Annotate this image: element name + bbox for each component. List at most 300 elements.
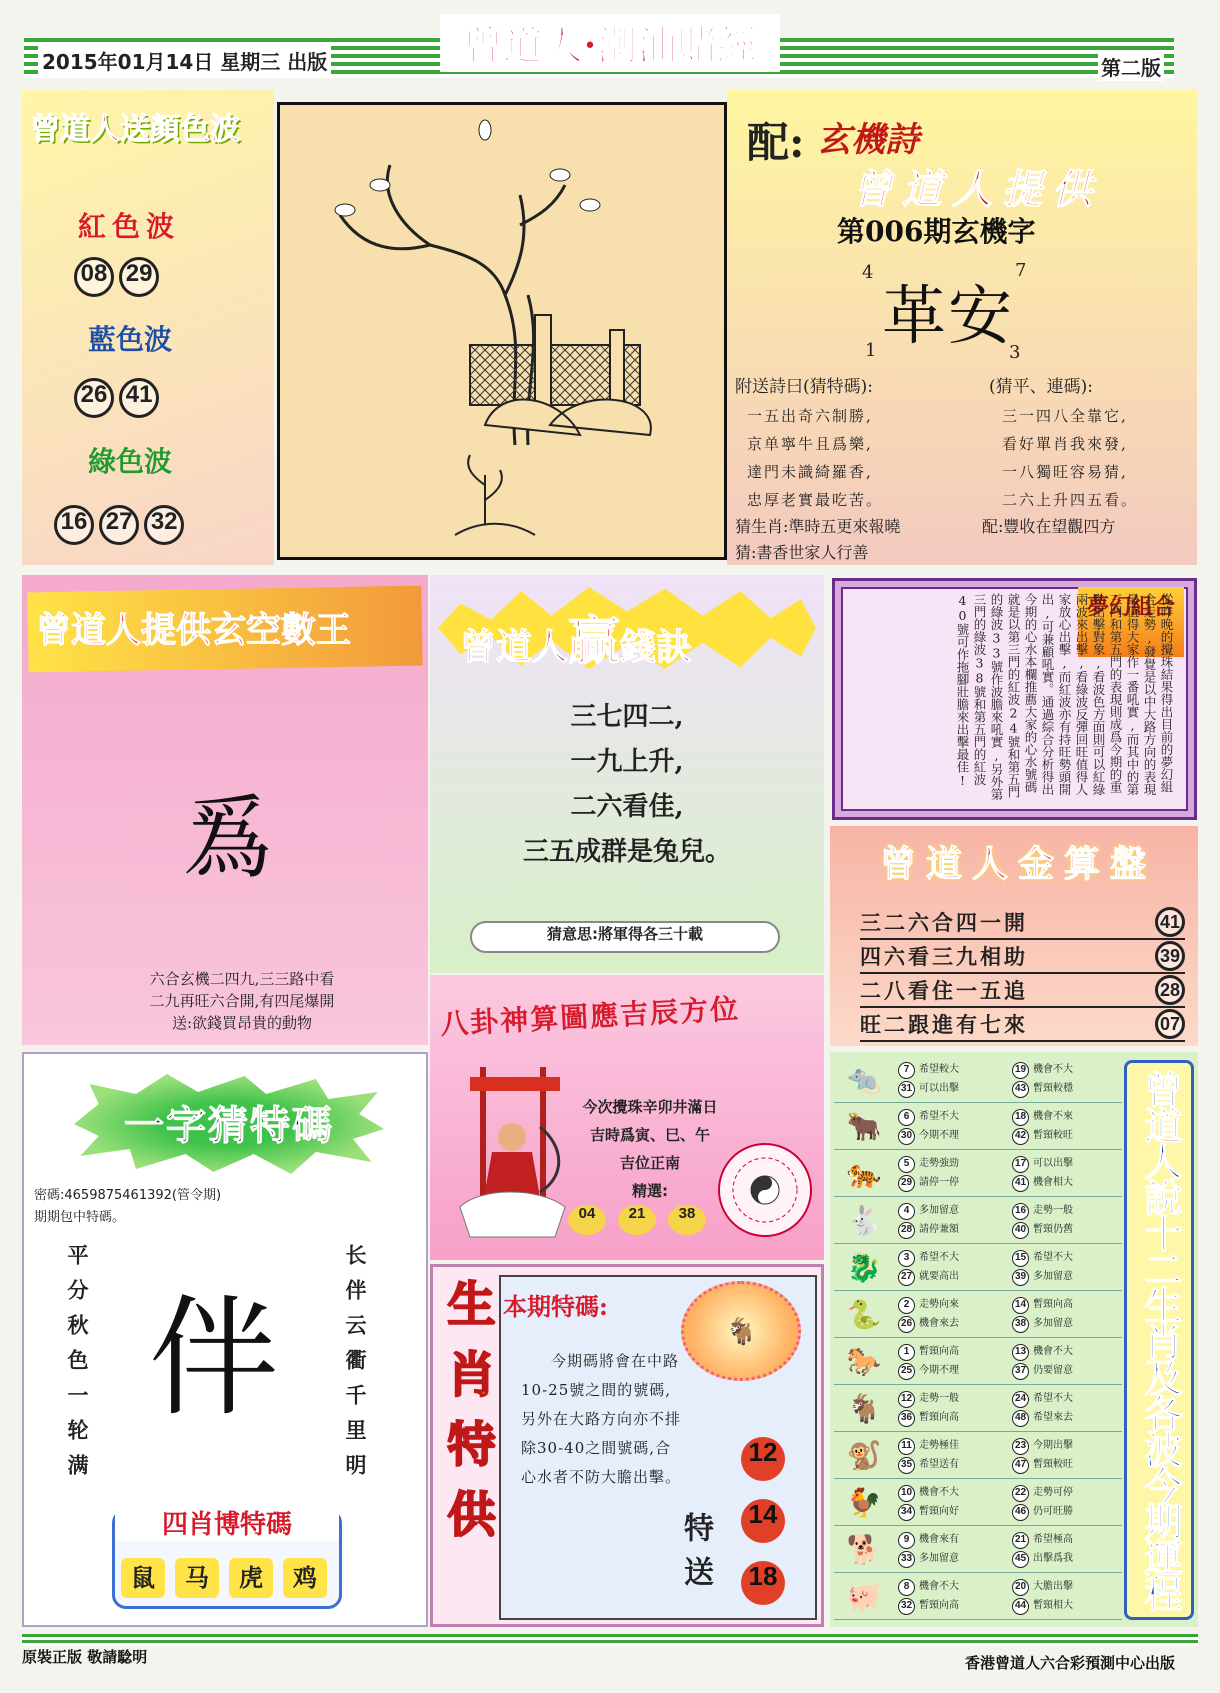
bagua-panel	[430, 975, 824, 1260]
zodiac-fortune: 走勢一般	[919, 1393, 959, 1404]
zodiac-row	[834, 1291, 1122, 1338]
zodiac-chip: 马	[175, 1558, 219, 1598]
poem-right-head: (猜平、連碼):	[989, 377, 1093, 397]
zodiac-number: 18	[1012, 1109, 1029, 1126]
abacus-row	[860, 1008, 1185, 1042]
zodiac-row	[834, 1338, 1122, 1385]
abacus-text: 二八看住一五追	[860, 978, 1028, 1003]
zodiac-line	[1012, 1436, 1122, 1455]
zodiac-col	[1012, 1295, 1122, 1333]
zodiac-fortune: 多加留意	[1033, 1271, 1073, 1282]
zodiac-line	[898, 1389, 1008, 1408]
zodiac-number: 45	[1012, 1551, 1029, 1568]
poem-line: 一八獨旺容易猜,	[1002, 463, 1128, 481]
zodiac-fortune: 機會來去	[919, 1318, 959, 1329]
zodiac-line	[898, 1060, 1008, 1079]
blue-wave-label: 藍色波	[88, 323, 173, 356]
zodiac-fortune: 多加留意	[919, 1205, 959, 1216]
zodiac-chip: 虎	[229, 1558, 273, 1598]
zodiac-row	[834, 1056, 1122, 1103]
zodiac-number: 31	[898, 1081, 915, 1098]
zodiac-fortune: 希望極高	[1033, 1534, 1073, 1545]
zodiac-row	[834, 1244, 1122, 1291]
zodiac-row	[834, 1432, 1122, 1479]
one-char-right-verse: 长伴云衢千里明	[343, 1244, 368, 1489]
dragon-icon: 🐉	[846, 1250, 882, 1284]
xuankong-char: 𤔡	[182, 786, 272, 891]
one-char-main: 伴	[148, 1282, 279, 1434]
footer-stripes	[22, 1634, 1198, 1646]
zodiac-col	[1012, 1201, 1122, 1239]
rabbit-icon: 🐇	[846, 1203, 882, 1237]
zodiac-line	[1012, 1549, 1122, 1568]
zodiac-line	[1012, 1314, 1122, 1333]
zodiac-col	[1012, 1248, 1122, 1286]
special-send-numbers	[741, 1437, 785, 1605]
horse-icon: 🐎	[846, 1344, 882, 1378]
zodiac-row	[834, 1526, 1122, 1573]
bagua-num: 21	[618, 1205, 656, 1235]
zodiac-fortune: 走勢極佳	[919, 1440, 959, 1451]
zodiac-col	[898, 1154, 1008, 1192]
zodiac-fortune: 希望不大	[1033, 1393, 1073, 1404]
poem-line: 忠厚老實最吃苦。	[747, 491, 884, 509]
zodiac-line	[898, 1079, 1008, 1098]
zodiac-number: 9	[898, 1532, 915, 1549]
zodiac-fortune: 暫頸仍舊	[1033, 1224, 1073, 1235]
zodiac-number: 11	[898, 1438, 915, 1455]
zodiac-line	[1012, 1596, 1122, 1615]
poem-right-lines	[1002, 402, 1138, 514]
zodiac-number: 20	[1012, 1579, 1029, 1596]
zodiac-line	[898, 1267, 1008, 1286]
zodiac-col	[898, 1295, 1008, 1333]
zodiac-fortune: 暫頸較穩	[1033, 1083, 1073, 1094]
zodiac-number: 44	[1012, 1598, 1029, 1615]
zodiac-number: 14	[1012, 1297, 1029, 1314]
win-panel	[430, 575, 824, 973]
zodiac-fortune: 走勢向來	[919, 1299, 959, 1310]
goat-icon: 🐐	[846, 1391, 882, 1425]
xuankong-line: 二九再旺六合開,有四尾爆開	[149, 992, 335, 1010]
win-line: 二六看佳,	[570, 792, 684, 822]
zodiac-fortune: 暫頸向好	[919, 1506, 959, 1517]
zodiac-special-text: 今期碼將會在中路10-25號之間的號碼,另外在大路方向亦不排除30-40之間號碼,合心水者不防大膽出擊。	[521, 1352, 682, 1486]
abacus-num: 39	[1155, 941, 1185, 971]
tiger-icon: 🐅	[846, 1156, 882, 1190]
bagua-title: 八卦神算圖應吉辰方位	[439, 992, 741, 1041]
abacus-num: 28	[1155, 975, 1185, 1005]
red-wave-numbers	[74, 257, 159, 297]
zodiac-number: 1	[898, 1344, 915, 1361]
xuankong-panel	[22, 575, 428, 1045]
zodiac-fortune: 出擊爲我	[1033, 1553, 1073, 1564]
zodiac-fortune: 機會相大	[1033, 1177, 1073, 1188]
archer-icon	[440, 1067, 580, 1247]
zodiac-number: 21	[1012, 1532, 1029, 1549]
num-top-left: 4	[862, 262, 874, 283]
abacus-rows	[860, 906, 1185, 1042]
zodiac-line	[1012, 1107, 1122, 1126]
zodiac-col	[898, 1201, 1008, 1239]
four-zodiac-list	[121, 1558, 327, 1598]
zodiac-line	[898, 1248, 1008, 1267]
zodiac-row	[834, 1479, 1122, 1526]
zodiac-number: 48	[1012, 1410, 1029, 1427]
zodiac-fortune: 暫頸向高	[919, 1346, 959, 1357]
four-zodiac-title: 四肖博特碼	[115, 1504, 339, 1541]
zodiac-number: 24	[1012, 1391, 1029, 1408]
one-char-left-verse: 平分秋色一轮满	[65, 1244, 90, 1489]
zodiac-number: 27	[898, 1269, 915, 1286]
zodiac-fortune: 請停兼額	[919, 1224, 959, 1235]
special-num: 12	[741, 1437, 785, 1481]
one-char-panel	[22, 1052, 428, 1627]
zodiac-number: 3	[898, 1250, 915, 1267]
blue-ball: 26	[74, 378, 114, 418]
zodiac-fortune: 多加留意	[1033, 1318, 1073, 1329]
zodiac-fortune: 希望來去	[1033, 1412, 1073, 1423]
footer-right: 香港曾道人六合彩預測中心出版	[965, 1654, 1176, 1672]
pig-icon: 🐖	[846, 1579, 882, 1613]
zodiac-number: 17	[1012, 1156, 1029, 1173]
zodiac-col	[898, 1577, 1008, 1615]
zodiac-chip: 鼠	[121, 1558, 165, 1598]
zodiac-line	[898, 1201, 1008, 1220]
zodiac-line	[1012, 1267, 1122, 1286]
poem-guess-1: 猜生肖:準時五更來報曉	[735, 517, 901, 536]
zodiac-fortune: 今期出擊	[1033, 1440, 1073, 1451]
win-title	[460, 599, 692, 674]
zodiac-line	[898, 1342, 1008, 1361]
zodiac-row	[834, 1573, 1122, 1620]
zodiac-number: 36	[898, 1410, 915, 1427]
pei-label: 配:	[747, 118, 805, 167]
bagua-archer-scene	[440, 1067, 580, 1247]
zodiac-col	[1012, 1436, 1122, 1474]
zodiac-col	[1012, 1342, 1122, 1380]
zodiac-fortune: 大膽出擊	[1033, 1581, 1073, 1592]
color-wave-panel	[22, 90, 274, 565]
zodiac-fortune: 走勢一般	[1033, 1205, 1073, 1216]
zodiac-fortune: 就要高出	[919, 1271, 959, 1282]
dream-panel	[832, 578, 1197, 820]
zodiac-line	[1012, 1154, 1122, 1173]
zodiac-line	[1012, 1060, 1122, 1079]
zodiac-line	[898, 1549, 1008, 1568]
zodiac-line	[1012, 1530, 1122, 1549]
zodiac-chip: 鸡	[283, 1558, 327, 1598]
zodiac-number: 42	[1012, 1128, 1029, 1145]
zodiac-fortune: 希望不大	[919, 1252, 959, 1263]
win-title-3: 錢訣	[620, 626, 693, 668]
rooster-icon: 🐓	[846, 1485, 882, 1519]
zodiac-fortune: 機會不大	[919, 1581, 959, 1592]
zodiac-fortune: 希望不大	[1033, 1252, 1073, 1263]
zodiac-number: 26	[898, 1316, 915, 1333]
abacus-text: 四六看三九相助	[860, 944, 1028, 969]
zodiac-col	[1012, 1107, 1122, 1145]
zodiac-col	[1012, 1389, 1122, 1427]
zodiac-fortune: 希望較大	[919, 1064, 959, 1075]
zodiac-number: 37	[1012, 1363, 1029, 1380]
poem-guess-1b: 配:豐收在望觀四方	[982, 517, 1116, 536]
zodiac-col	[1012, 1483, 1122, 1521]
dream-title: 夢幻組合	[1078, 587, 1184, 657]
blue-ball: 41	[119, 378, 159, 418]
ox-icon: 🐂	[846, 1109, 882, 1143]
bagua-line: 今次攪珠辛卯井滿日	[582, 1098, 718, 1116]
abacus-num: 41	[1155, 907, 1185, 937]
zodiac-line	[898, 1596, 1008, 1615]
abacus-row	[860, 974, 1185, 1008]
zodiac-fortune: 機會不大	[1033, 1064, 1073, 1075]
zodiac-line	[1012, 1408, 1122, 1427]
zodiac-fortune: 今期不理	[919, 1365, 959, 1376]
zodiac-fortune: 請停一停	[919, 1177, 959, 1188]
zodiac-line	[898, 1295, 1008, 1314]
zodiac-fortune: 仍要留意	[1033, 1365, 1073, 1376]
zodiac-number: 12	[898, 1391, 915, 1408]
zodiac-col	[898, 1060, 1008, 1098]
win-title-1: 曾道人	[460, 626, 569, 668]
zodiac-number: 10	[898, 1485, 915, 1502]
zodiac-fortune: 暫頸較旺	[1033, 1130, 1073, 1141]
bagua-text	[560, 1093, 740, 1205]
num-bottom-right: 3	[1009, 342, 1021, 363]
zodiac-col	[898, 1342, 1008, 1380]
poem-line: 二六上升四五看。	[1002, 491, 1139, 509]
poem-issue: 第006期玄機字	[837, 215, 1036, 248]
footer-left: 原裝正版 敬請騐明	[22, 1648, 148, 1666]
zodiac-col	[898, 1389, 1008, 1427]
zodiac-col	[898, 1436, 1008, 1474]
zodiac-fortune: 機會不大	[919, 1487, 959, 1498]
zodiac-fortune: 今期不理	[919, 1130, 959, 1141]
zodiac-fortune: 仍可旺勝	[1033, 1506, 1073, 1517]
red-wave-label: 紅色波	[78, 210, 181, 243]
zodiac-number: 47	[1012, 1457, 1029, 1474]
zodiac-fortune: 機會來有	[919, 1534, 959, 1545]
zodiac-line	[1012, 1502, 1122, 1521]
zodiac-line	[898, 1530, 1008, 1549]
zodiac-number: 19	[1012, 1062, 1029, 1079]
green-ball: 32	[144, 505, 184, 545]
xuankong-line: 六合玄機二四九,三三路中看	[149, 970, 335, 988]
win-guess: 猜意思:將軍得各三十載	[470, 921, 780, 953]
zodiac-line	[898, 1220, 1008, 1239]
zodiac-number: 23	[1012, 1438, 1029, 1455]
win-title-2: 贏	[568, 611, 621, 672]
zodiac-number: 35	[898, 1457, 915, 1474]
zodiac-line	[1012, 1079, 1122, 1098]
zodiac-line	[1012, 1577, 1122, 1596]
bagua-num: 38	[668, 1205, 706, 1235]
zodiac-col	[1012, 1060, 1122, 1098]
win-line: 三七四二,	[570, 702, 684, 732]
zodiac-line	[898, 1436, 1008, 1455]
zodiac-line	[898, 1126, 1008, 1145]
bagua-icon	[715, 1140, 815, 1240]
zodiac-number: 15	[1012, 1250, 1029, 1267]
red-ball: 08	[74, 257, 114, 297]
zodiac-fortune: 希望送有	[919, 1459, 959, 1470]
red-ball: 29	[119, 257, 159, 297]
blue-wave-numbers	[74, 378, 159, 418]
xuankong-line: 送:欲錢買昂貴的動物	[171, 1014, 313, 1032]
edition-label: 第二版	[1098, 52, 1164, 81]
win-line: 三五成群是兔兒。	[522, 837, 731, 867]
zodiac-number: 40	[1012, 1222, 1029, 1239]
zodiac-line	[1012, 1220, 1122, 1239]
zodiac-line	[1012, 1342, 1122, 1361]
abacus-num: 07	[1155, 1009, 1185, 1039]
bagua-wheel	[715, 1140, 815, 1240]
zodiac-number: 2	[898, 1297, 915, 1314]
snake-icon: 🐍	[846, 1297, 882, 1331]
zodiac-number: 5	[898, 1156, 915, 1173]
win-line: 一九上升,	[570, 747, 684, 777]
zodiac-col	[1012, 1530, 1122, 1568]
zodiac-fortune: 走勢強勁	[919, 1158, 959, 1169]
rat-icon: 🐀	[846, 1062, 882, 1096]
zodiac-fortune: 暫頸較旺	[1033, 1459, 1073, 1470]
zodiac-col	[1012, 1154, 1122, 1192]
zodiac-number: 30	[898, 1128, 915, 1145]
abacus-panel	[830, 826, 1198, 1046]
four-zodiac-box	[112, 1509, 342, 1609]
zodiac-number: 34	[898, 1504, 915, 1521]
zodiac-number: 7	[898, 1062, 915, 1079]
poem-guess-2: 猜:書香世家人行善	[735, 543, 869, 562]
zodiac-number: 28	[898, 1222, 915, 1239]
tree-illustration	[277, 102, 727, 560]
zodiac-line	[898, 1173, 1008, 1192]
zodiac-fortune: 暫頸相大	[1033, 1600, 1073, 1611]
zodiac-row	[834, 1385, 1122, 1432]
green-wave-numbers	[54, 505, 184, 545]
xuankong-lines	[82, 968, 402, 1034]
abacus-text: 三二六合四一開	[860, 910, 1028, 935]
monkey-icon: 🐒	[846, 1438, 882, 1472]
zodiac-row	[834, 1150, 1122, 1197]
zodiac-row	[834, 1103, 1122, 1150]
zodiac-number: 22	[1012, 1485, 1029, 1502]
header-date: 2015年01月14日 星期三 出版	[38, 46, 331, 75]
zodiac-number: 29	[898, 1175, 915, 1192]
poem-left-lines	[747, 402, 883, 514]
zodiac-number: 6	[898, 1109, 915, 1126]
zodiac-number: 39	[1012, 1269, 1029, 1286]
poem-provider: 曾道人提供	[852, 166, 1102, 213]
zodiac-line	[898, 1361, 1008, 1380]
zodiac-fortune: 可以出擊	[919, 1083, 959, 1094]
abacus-row	[860, 940, 1185, 974]
special-send-label: 特送	[678, 1512, 713, 1600]
zodiac-fortune: 暫頸向高	[919, 1600, 959, 1611]
twelve-vertical-title: 曾道人說十二生肖及各波今期運程	[1124, 1060, 1194, 1620]
header-title: 曾道人·潮汕賭經	[463, 22, 757, 69]
abacus-row	[860, 906, 1185, 940]
zodiac-line	[898, 1483, 1008, 1502]
zodiac-special-title: 本期特碼:	[503, 1292, 608, 1321]
zodiac-fortune: 可以出擊	[1033, 1158, 1073, 1169]
zodiac-fortune: 走勢可停	[1033, 1487, 1073, 1498]
poem-line: 三一四八全靠它,	[1002, 407, 1128, 425]
zodiac-col	[1012, 1577, 1122, 1615]
special-num: 18	[741, 1561, 785, 1605]
zodiac-fortune: 機會不來	[1033, 1111, 1073, 1122]
green-ball: 16	[54, 505, 94, 545]
zodiac-number: 32	[898, 1598, 915, 1615]
poem-line: 達門未識綺羅香,	[747, 463, 873, 481]
zodiac-number: 4	[898, 1203, 915, 1220]
zodiac-line	[1012, 1483, 1122, 1502]
zodiac-line	[1012, 1295, 1122, 1314]
zodiac-col	[898, 1107, 1008, 1145]
zodiac-line	[898, 1107, 1008, 1126]
zodiac-fortune: 暫頸向高	[919, 1412, 959, 1423]
zodiac-fortune: 暫頸向高	[1033, 1299, 1073, 1310]
zodiac-line	[898, 1314, 1008, 1333]
tree-icon	[280, 105, 724, 557]
dream-text: 從昨晚的攪珠結果得出目前的夢幻組合走勢,發覺是以中大路方向的表現最值得大家作一番吼實,而其中的第三門和第五門的表現則成爲今期的重點出擊對象,看波色方面則可以紅綠兩波來出擊,看綠波反彈回旺值得人家放心出擊,而紅波亦有持旺勢頭開出,可兼顧吼實。通過綜合分析得出今期的心水本欄推薦大家的心水號碼就是以第三門的紅波24號和第五門的綠波33號作波膽來吼實,另外第三門的綠波38號和第五門的紅波40號可作拖腳壯膽來出擊最佳!	[955, 593, 1174, 801]
abacus-text: 旺二跟進有七來	[860, 1012, 1028, 1037]
poem-line: 看好單肖我來發,	[1002, 435, 1128, 453]
zodiac-number: 16	[1012, 1203, 1029, 1220]
zodiac-line	[898, 1408, 1008, 1427]
zodiac-line	[898, 1502, 1008, 1521]
zodiac-line	[1012, 1389, 1122, 1408]
one-char-title: 一字猜特碼	[124, 1102, 334, 1149]
zodiac-row	[834, 1197, 1122, 1244]
twelve-zodiac-panel	[830, 1052, 1198, 1627]
green-wave-label: 綠色波	[88, 445, 173, 478]
zodiac-special-vertical: 生肖特供	[439, 1279, 495, 1559]
bagua-num: 04	[568, 1205, 606, 1235]
zodiac-fortune: 希望不大	[919, 1111, 959, 1122]
special-num: 14	[741, 1499, 785, 1543]
zodiac-number: 38	[1012, 1316, 1029, 1333]
zodiac-col	[898, 1483, 1008, 1521]
xuankong-title: 曾道人提供玄空數王	[36, 610, 352, 651]
zodiac-col	[898, 1530, 1008, 1568]
win-lines	[430, 695, 824, 875]
zodiac-number: 46	[1012, 1504, 1029, 1521]
zodiac-line	[1012, 1201, 1122, 1220]
zodiac-rows	[834, 1056, 1122, 1620]
zodiac-line	[898, 1455, 1008, 1474]
zodiac-number: 8	[898, 1579, 915, 1596]
bagua-line: 吉時爲寅、巳、午	[589, 1126, 710, 1144]
num-bottom-left: 1	[865, 340, 877, 361]
bagua-numbers	[568, 1205, 706, 1235]
poem-line: 京单寧牛且爲樂,	[747, 435, 873, 453]
color-wave-title: 曾道人送顏色波	[30, 112, 240, 147]
bagua-line: 精選:	[632, 1182, 668, 1200]
zodiac-fortune: 機會不大	[1033, 1346, 1073, 1357]
dog-icon: 🐕	[846, 1532, 882, 1566]
one-char-sub: 期期包中特碼。	[34, 1210, 126, 1225]
bagua-line: 吉位正南	[619, 1154, 680, 1172]
zodiac-line	[898, 1577, 1008, 1596]
zodiac-line	[1012, 1126, 1122, 1145]
abacus-title: 曾道人金算盤	[879, 843, 1156, 885]
poem-line: 一五出奇六制勝,	[747, 407, 873, 425]
one-char-code: 密碼:4659875461392(管令期)	[34, 1188, 222, 1203]
zodiac-line	[1012, 1455, 1122, 1474]
zodiac-line	[1012, 1361, 1122, 1380]
